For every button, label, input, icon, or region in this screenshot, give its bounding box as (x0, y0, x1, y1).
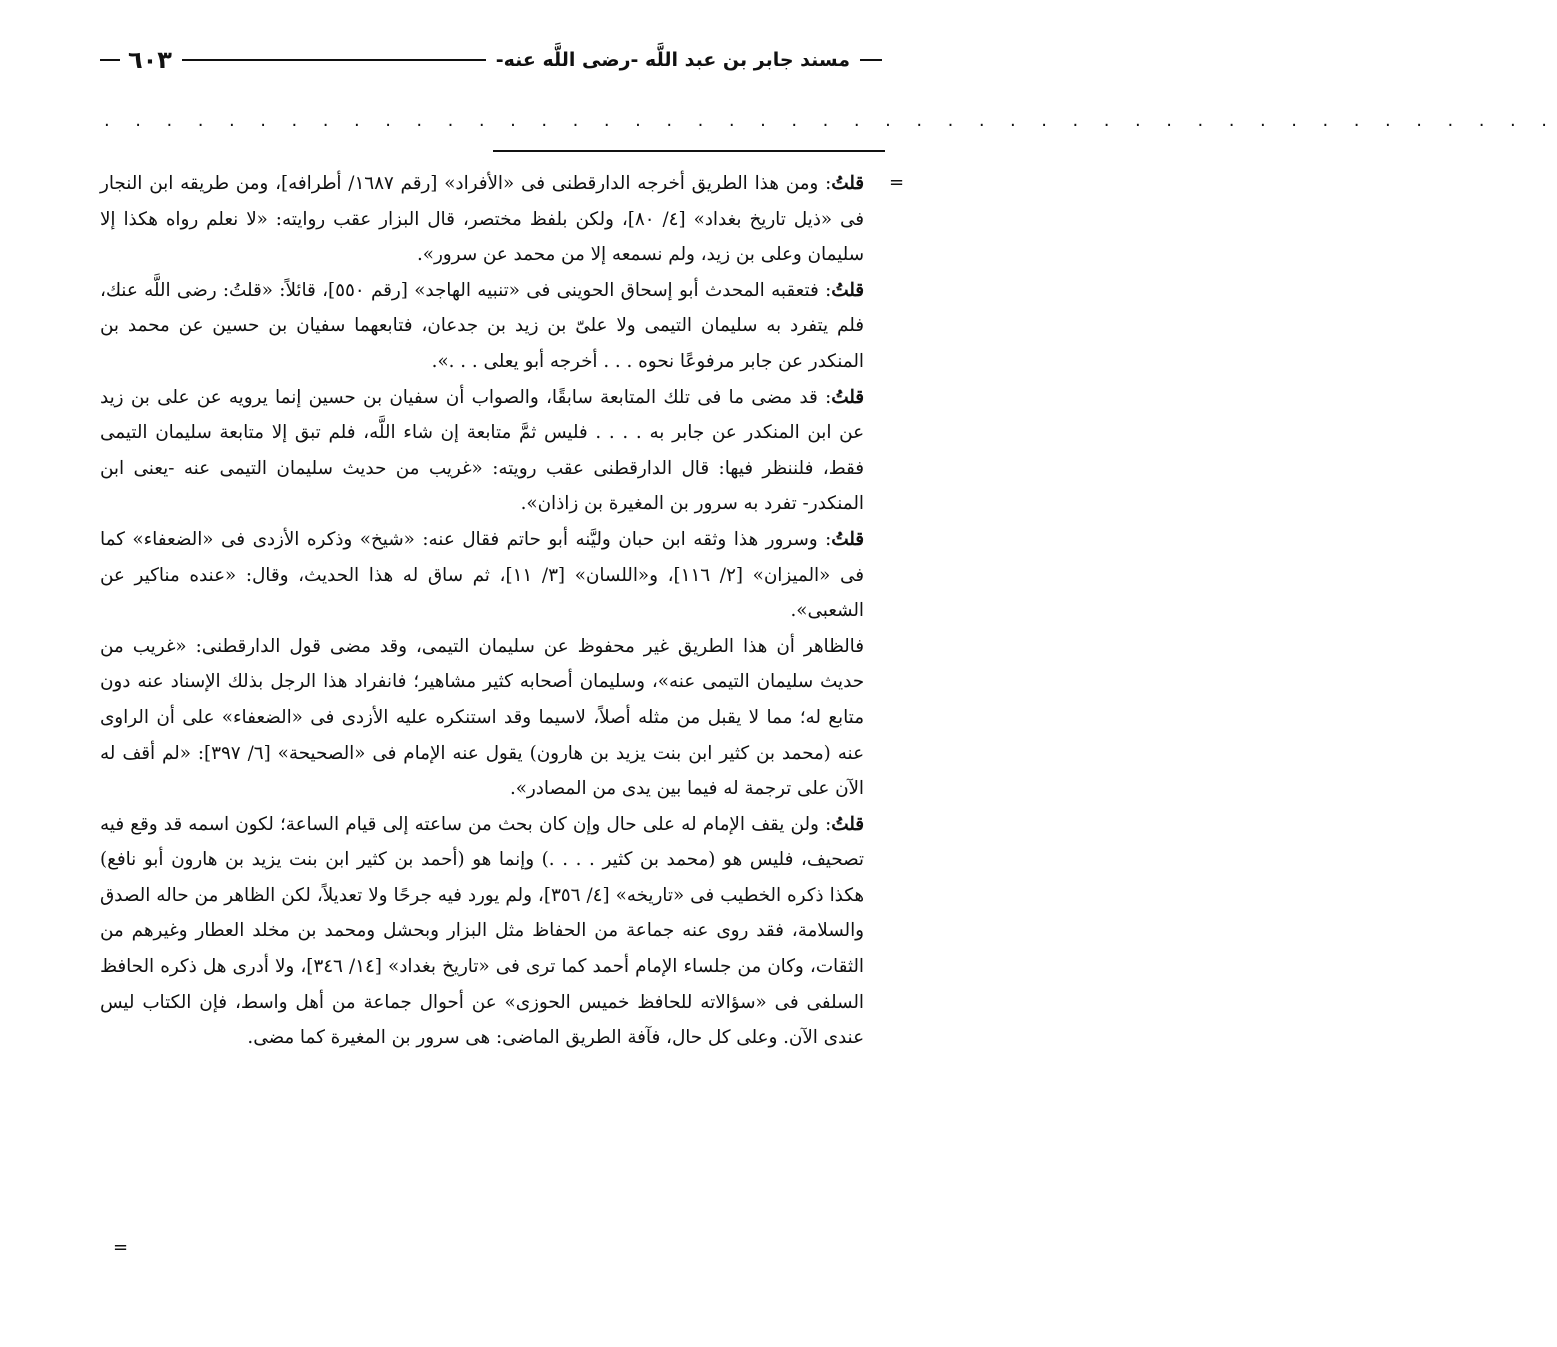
paragraph-body: : ومن هذا الطريق أخرجه الدارقطنى فى «الأفراد» [رقم ١٦٨٧/ أطرافه]، ومن طريقه ابن النجار فى «ذيل تاريخ بغداد» [٤/ ٨٠]، ولكن بلفظ مختصر، قال البزار عقب روايته: «لا نعلم رواه هكذا إلا سليمان وعلى بن زيد، ولم نسمعه إلا من محمد عن سرور». (100, 173, 864, 266)
page-number: ٦٠٣ (128, 46, 172, 74)
continuation-mark-bottom: = (113, 1237, 129, 1258)
paragraph-lead: قلتُ (831, 528, 864, 550)
paragraph-5 (100, 629, 864, 807)
paragraph-body: فالظاهر أن هذا الطريق غير محفوظ عن سليمان التيمى، وقد مضى قول الدارقطنى: «غريب من حديث سليمان التيمى عنه»، وسليمان أصحابه كثير مشاهير؛ فانفراد هذا الرجل بذلك الإسناد عنه دون متابع له؛ مما لا يقبل من مثله أصلاً، لاسيما وقد استنكره عليه الأزدى فى «الضعفاء» على أن الراوى عنه (محمد بن كثير ابن بنت يزيد بن هارون) يقول عنه الإمام فى «الصحيحة» [٦/ ٣٩٧]: «لم أقف له الآن على ترجمة له فيما بين يدى من المصادر». (100, 635, 864, 800)
paragraph-body: : وسرور هذا وثقه ابن حبان وليَّنه أبو حاتم فقال عنه: «شيخ» وذكره الأزدى فى «الضعفاء» كما فى «الميزان» [٢/ ١١٦]، و«اللسان» [٣/ ١١]، ثم ساق له هذا الحديث، وقال: «عنده مناكير عن الشعبى». (100, 528, 864, 622)
paragraph-lead: قلتُ (831, 813, 864, 835)
footnote-text (100, 166, 864, 1056)
paragraph-3 (100, 380, 864, 522)
paragraph-body: : فتعقبه المحدث أبو إسحاق الحوينى فى «تنبيه الهاجد» [رقم ٥٥٠]، قائلاً: «قلتُ: رضى اللَّه عنك، فلم يتفرد به سليمان التيمى ولا علىّ بن زيد بن جدعان، فتابعهما سفيان بن حسين عن محمد بن المنكدر عن جابر مرفوعًا نحوه . . . أخرجه أبو يعلى . . .». (100, 279, 864, 372)
footnote-rule (493, 150, 885, 152)
running-header (100, 40, 882, 80)
paragraph-lead: قلتُ (831, 386, 864, 408)
header-rule (182, 59, 486, 61)
header-dash-left (100, 59, 120, 61)
dotted-separator: . . . . . . . . . . . . . . . . . . . . . . . . . . . . . . . . . . . . . . . . . . . . . . . (104, 110, 1557, 131)
paragraph-body: : ولن يقف الإمام له على حال وإن كان بحث من ساعته إلى قيام الساعة؛ لكون اسمه قد وقع فيه تصحيف، فليس هو (محمد بن كثير . . . .) وإنما هو (أحمد بن كثير ابن بنت يزيد بن هارون أبو نافع) هكذا ذكره الخطيب فى «تاريخه» [٤/ ٣٥٦]، ولم يورد فيه جرحًا ولا تعديلاً، لكن الظاهر من حاله الصدق والسلامة، فقد روى عنه جماعة من الحفاظ مثل البزار وبحشل ومحمد بن مخلد العطار وغيرهم من الثقات، وكان من جلساء الإمام أحمد كما ترى فى «تاريخ بغداد» [١٤/ ٣٤٦]، ولا أدرى هل ذكره الحافظ السلفى فى «سؤالاته للحافظ خميس الحوزى» عن أحوال جماعة من أهل واسط، فإن الكتاب ليس عندى الآن. وعلى كل حال، فآفة الطريق الماضى: هى سرور بن المغيرة كما مضى. (100, 813, 864, 1049)
header-title: مسند جابر بن عبد اللَّه -رضى اللَّه عنه- (495, 49, 850, 71)
paragraph-4 (100, 522, 864, 629)
paragraph-1 (100, 166, 864, 273)
continuation-mark-top: = (889, 172, 905, 193)
paragraph-lead: قلتُ (831, 173, 864, 194)
header-dash-right (860, 59, 882, 61)
paragraph-6 (100, 807, 864, 1056)
paragraph-2 (100, 273, 864, 380)
paragraph-lead: قلتُ (831, 279, 864, 301)
paragraph-body: : قد مضى ما فى تلك المتابعة سابقًا، والصواب أن سفيان بن حسين إنما يرويه عن على بن زيد عن ابن المنكدر عن جابر به . . . . فليس ثمَّ متابعة إن شاء اللَّه، فلم تبق إلا متابعة سليمان التيمى فقط، فلننظر فيها: قال الدارقطنى عقب رويته: «غريب من حديث سليمان التيمى عنه -يعنى ابن المنكدر- تفرد به سرور بن المغيرة بن زاذان». (100, 386, 864, 515)
